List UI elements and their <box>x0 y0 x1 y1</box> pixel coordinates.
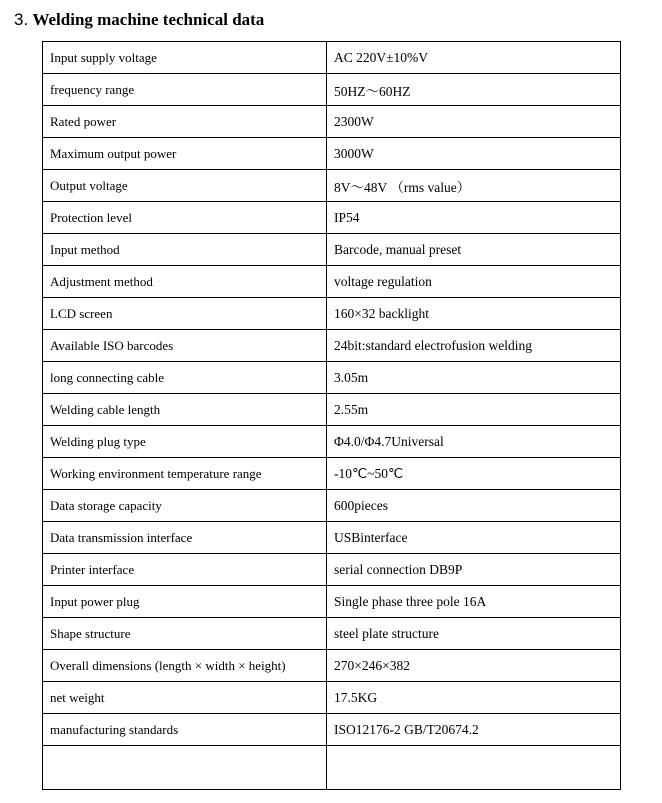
table-row <box>43 266 621 298</box>
param-cell: Data storage capacity <box>43 490 327 522</box>
value-cell: 3000W <box>327 138 621 170</box>
param-cell: Data transmission interface <box>43 522 327 554</box>
param-cell: Printer interface <box>43 554 327 586</box>
empty-cell <box>43 746 327 790</box>
value-cell: AC 220V±10%V <box>327 42 621 74</box>
param-cell: Available ISO barcodes <box>43 330 327 362</box>
value-cell: steel plate structure <box>327 618 621 650</box>
param-cell: Welding plug type <box>43 426 327 458</box>
value-cell: 160×32 backlight <box>327 298 621 330</box>
table-row <box>43 554 621 586</box>
table-row <box>43 362 621 394</box>
value-cell: Barcode, manual preset <box>327 234 621 266</box>
table-row <box>43 170 621 202</box>
value-cell: voltage regulation <box>327 266 621 298</box>
param-cell: Adjustment method <box>43 266 327 298</box>
value-cell: Φ4.0/Φ4.7Universal <box>327 426 621 458</box>
table-row <box>43 426 621 458</box>
table-row <box>43 74 621 106</box>
empty-row <box>43 746 621 790</box>
table-row <box>43 682 621 714</box>
param-cell: Welding cable length <box>43 394 327 426</box>
value-cell: 2300W <box>327 106 621 138</box>
value-cell: 600pieces <box>327 490 621 522</box>
value-cell: 270×246×382 <box>327 650 621 682</box>
value-cell: 24bit:standard electrofusion welding <box>327 330 621 362</box>
section-number: 3. <box>14 10 29 29</box>
table-row <box>43 42 621 74</box>
param-cell: Input method <box>43 234 327 266</box>
param-cell: manufacturing standards <box>43 714 327 746</box>
param-cell: Input supply voltage <box>43 42 327 74</box>
param-cell: Maximum output power <box>43 138 327 170</box>
table-row <box>43 330 621 362</box>
section-heading <box>14 10 264 30</box>
param-cell: Overall dimensions (length × width × height) <box>43 650 327 682</box>
table-row <box>43 490 621 522</box>
value-cell: -10℃~50℃ <box>327 458 621 490</box>
value-cell: USBinterface <box>327 522 621 554</box>
technical-data-table <box>42 41 621 790</box>
table-row <box>43 138 621 170</box>
param-cell: net weight <box>43 682 327 714</box>
value-cell: IP54 <box>327 202 621 234</box>
value-cell: serial connection DB9P <box>327 554 621 586</box>
param-cell: Shape structure <box>43 618 327 650</box>
param-cell: Working environment temperature range <box>43 458 327 490</box>
table-row <box>43 522 621 554</box>
param-cell: LCD screen <box>43 298 327 330</box>
param-cell: frequency range <box>43 74 327 106</box>
table-row <box>43 394 621 426</box>
value-cell: ISO12176-2 GB/T20674.2 <box>327 714 621 746</box>
param-cell: Output voltage <box>43 170 327 202</box>
param-cell: Rated power <box>43 106 327 138</box>
value-cell: Single phase three pole 16A <box>327 586 621 618</box>
table-row <box>43 234 621 266</box>
section-title: Welding machine technical data <box>32 10 265 29</box>
empty-cell <box>327 746 621 790</box>
table-row <box>43 298 621 330</box>
value-cell: 2.55m <box>327 394 621 426</box>
value-cell: 50HZ～60HZ <box>327 74 621 106</box>
table-row <box>43 618 621 650</box>
param-cell: Protection level <box>43 202 327 234</box>
value-cell: 8V～48V （rms value） <box>327 170 621 202</box>
table-row <box>43 714 621 746</box>
param-cell: Input power plug <box>43 586 327 618</box>
table-row <box>43 106 621 138</box>
param-cell: long connecting cable <box>43 362 327 394</box>
value-cell: 3.05m <box>327 362 621 394</box>
table-row <box>43 458 621 490</box>
value-cell: 17.5KG <box>327 682 621 714</box>
table-row <box>43 586 621 618</box>
table-row <box>43 650 621 682</box>
table-row <box>43 202 621 234</box>
